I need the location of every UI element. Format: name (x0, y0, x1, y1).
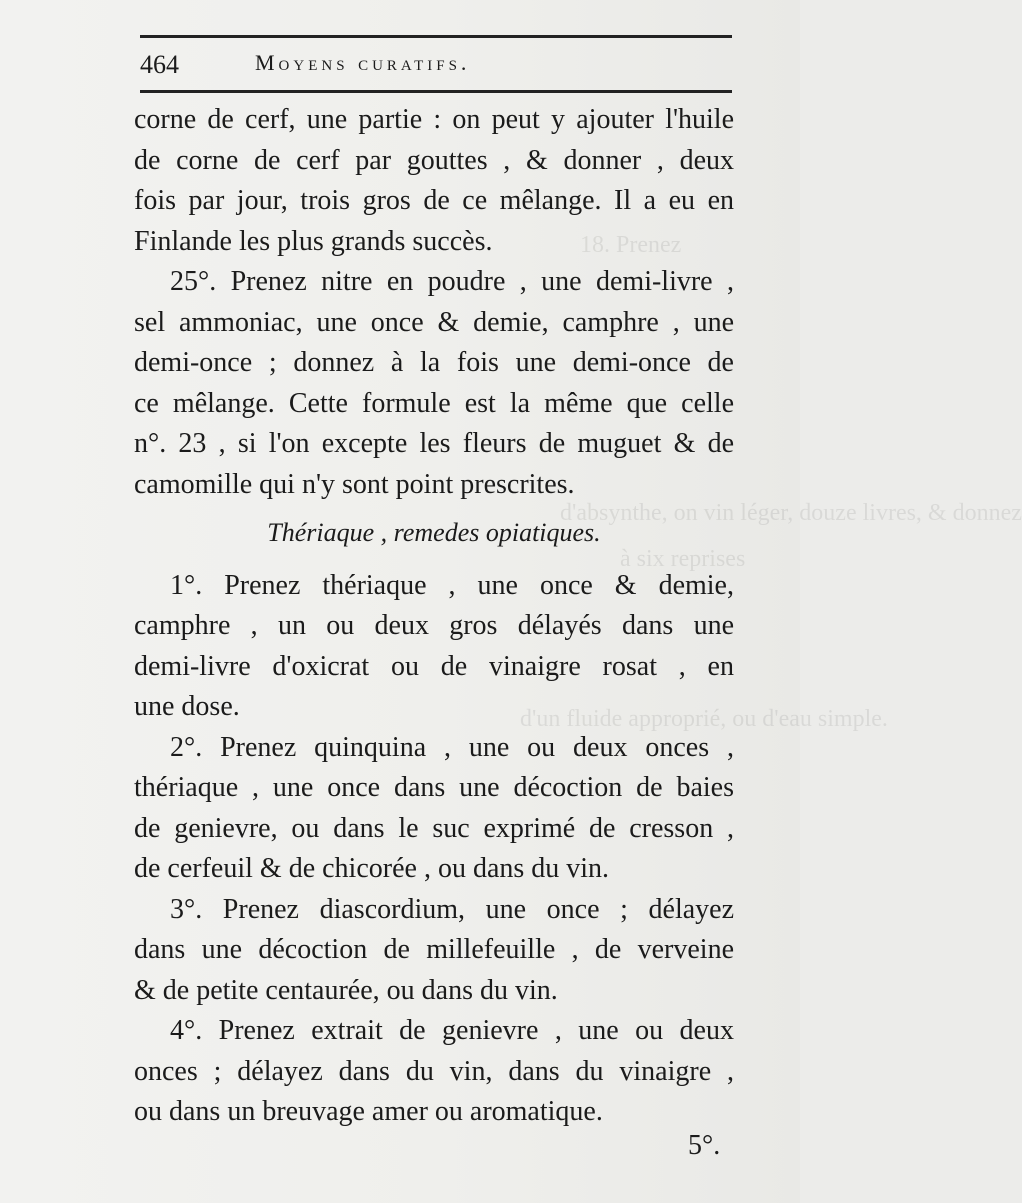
text-line: corne de cerf, une partie : on peut y ajouter l'huile (134, 104, 734, 135)
catchword: 5°. (688, 1130, 721, 1161)
text-line: fois par jour, trois gros de ce mêlange. Il a eu en (134, 185, 734, 216)
book-page: 464 Moyens curatifs. 18. Prenez d'absynthe, on vin léger, douze livres, & donnez à six reprises d'un fluide approprié, ou d'eau simple. corne de cerf, une partie : on peut y ajouter l'huile de corne de cerf par gouttes , & donner , deux fois par jour, trois gros de ce mêlange. Il a eu en Finlande les plus grands succès. 25°. Prenez nitre en poudre , une demi-livre , sel ammoniac, une once & demie, camphre , une demi-once ; donnez à la fois une demi-once de ce mêlange. Cette formule est la même que celle n°. 23 , si l'on excepte les fleurs de muguet & de camomille qui n'y sont point prescrites. Thériaque , remedes opiatiques. 1°. Prenez thériaque , une once & demie, camphre , un ou deux gros délayés dans une demi-livre d'oxicrat ou de vinaigre rosat , en une dose. 2°. Prenez quinquina , une ou deux onces , thériaque , une once dans une décoction de baies de genievre, ou dans le suc exprimé de cresson , de cerfeuil & de chicorée , ou dans du vin. 3°. Prenez diascordium, une once ; délayez dans une décoction de millefeuille , de verveine & de petite centaurée, ou dans du vin. 4°. Prenez extrait de genievre , une ou deux onces ; délayez dans du vin, dans du vinaigre , ou dans un breuvage amer ou aromatique. 5°. (0, 0, 800, 1203)
text-line: thériaque , une once dans une décoction de baies (134, 772, 734, 803)
text-line: demi-once ; donnez à la fois une demi-once de (134, 347, 734, 378)
text-line: une dose. (134, 691, 240, 722)
text-line: sel ammoniac, une once & demie, camphre , une (134, 306, 734, 338)
text-line: & de petite centaurée, ou dans du vin. (134, 974, 558, 1006)
page-number: 464 (140, 50, 179, 79)
header-rule-bottom (140, 90, 732, 93)
section-subheading: Thériaque , remedes opiatiques. (267, 518, 601, 547)
text-line: ce mêlange. Cette formule est la même que celle (134, 387, 734, 419)
running-title: Moyens curatifs. (255, 50, 471, 75)
text-line: camomille qui n'y sont point prescrites. (134, 468, 575, 500)
text-line: 1°. Prenez thériaque , une once & demie, (170, 569, 734, 601)
body-text (134, 100, 734, 1133)
text-line: de genievre, ou dans le suc exprimé de cresson , (134, 812, 734, 844)
text-line: Finlande les plus grands succès. (134, 225, 493, 257)
text-line: camphre , un ou deux gros délayés dans une (134, 610, 734, 641)
text-line: dans une décoction de millefeuille , de verveine (134, 934, 734, 965)
text-line: 3°. Prenez diascordium, une once ; délayez (170, 893, 734, 925)
text-line: onces ; délayez dans du vin, dans du vinaigre , (134, 1055, 734, 1087)
text-line: ou dans un breuvage amer ou aromatique. (134, 1096, 603, 1127)
text-line: 2°. Prenez quinquina , une ou deux onces , (170, 731, 734, 763)
page-header (140, 46, 740, 80)
text-line: 4°. Prenez extrait de genievre , une ou deux (170, 1015, 734, 1046)
text-line: demi-livre d'oxicrat ou de vinaigre rosat , en (134, 650, 734, 682)
header-rule-top (140, 35, 732, 38)
text-line: n°. 23 , si l'on excepte les fleurs de muguet & de (134, 428, 734, 459)
text-line: 25°. Prenez nitre en poudre , une demi-livre , (170, 266, 734, 297)
text-line: de corne de cerf par gouttes , & donner , deux (134, 144, 734, 176)
text-line: de cerfeuil & de chicorée , ou dans du vin. (134, 853, 610, 884)
